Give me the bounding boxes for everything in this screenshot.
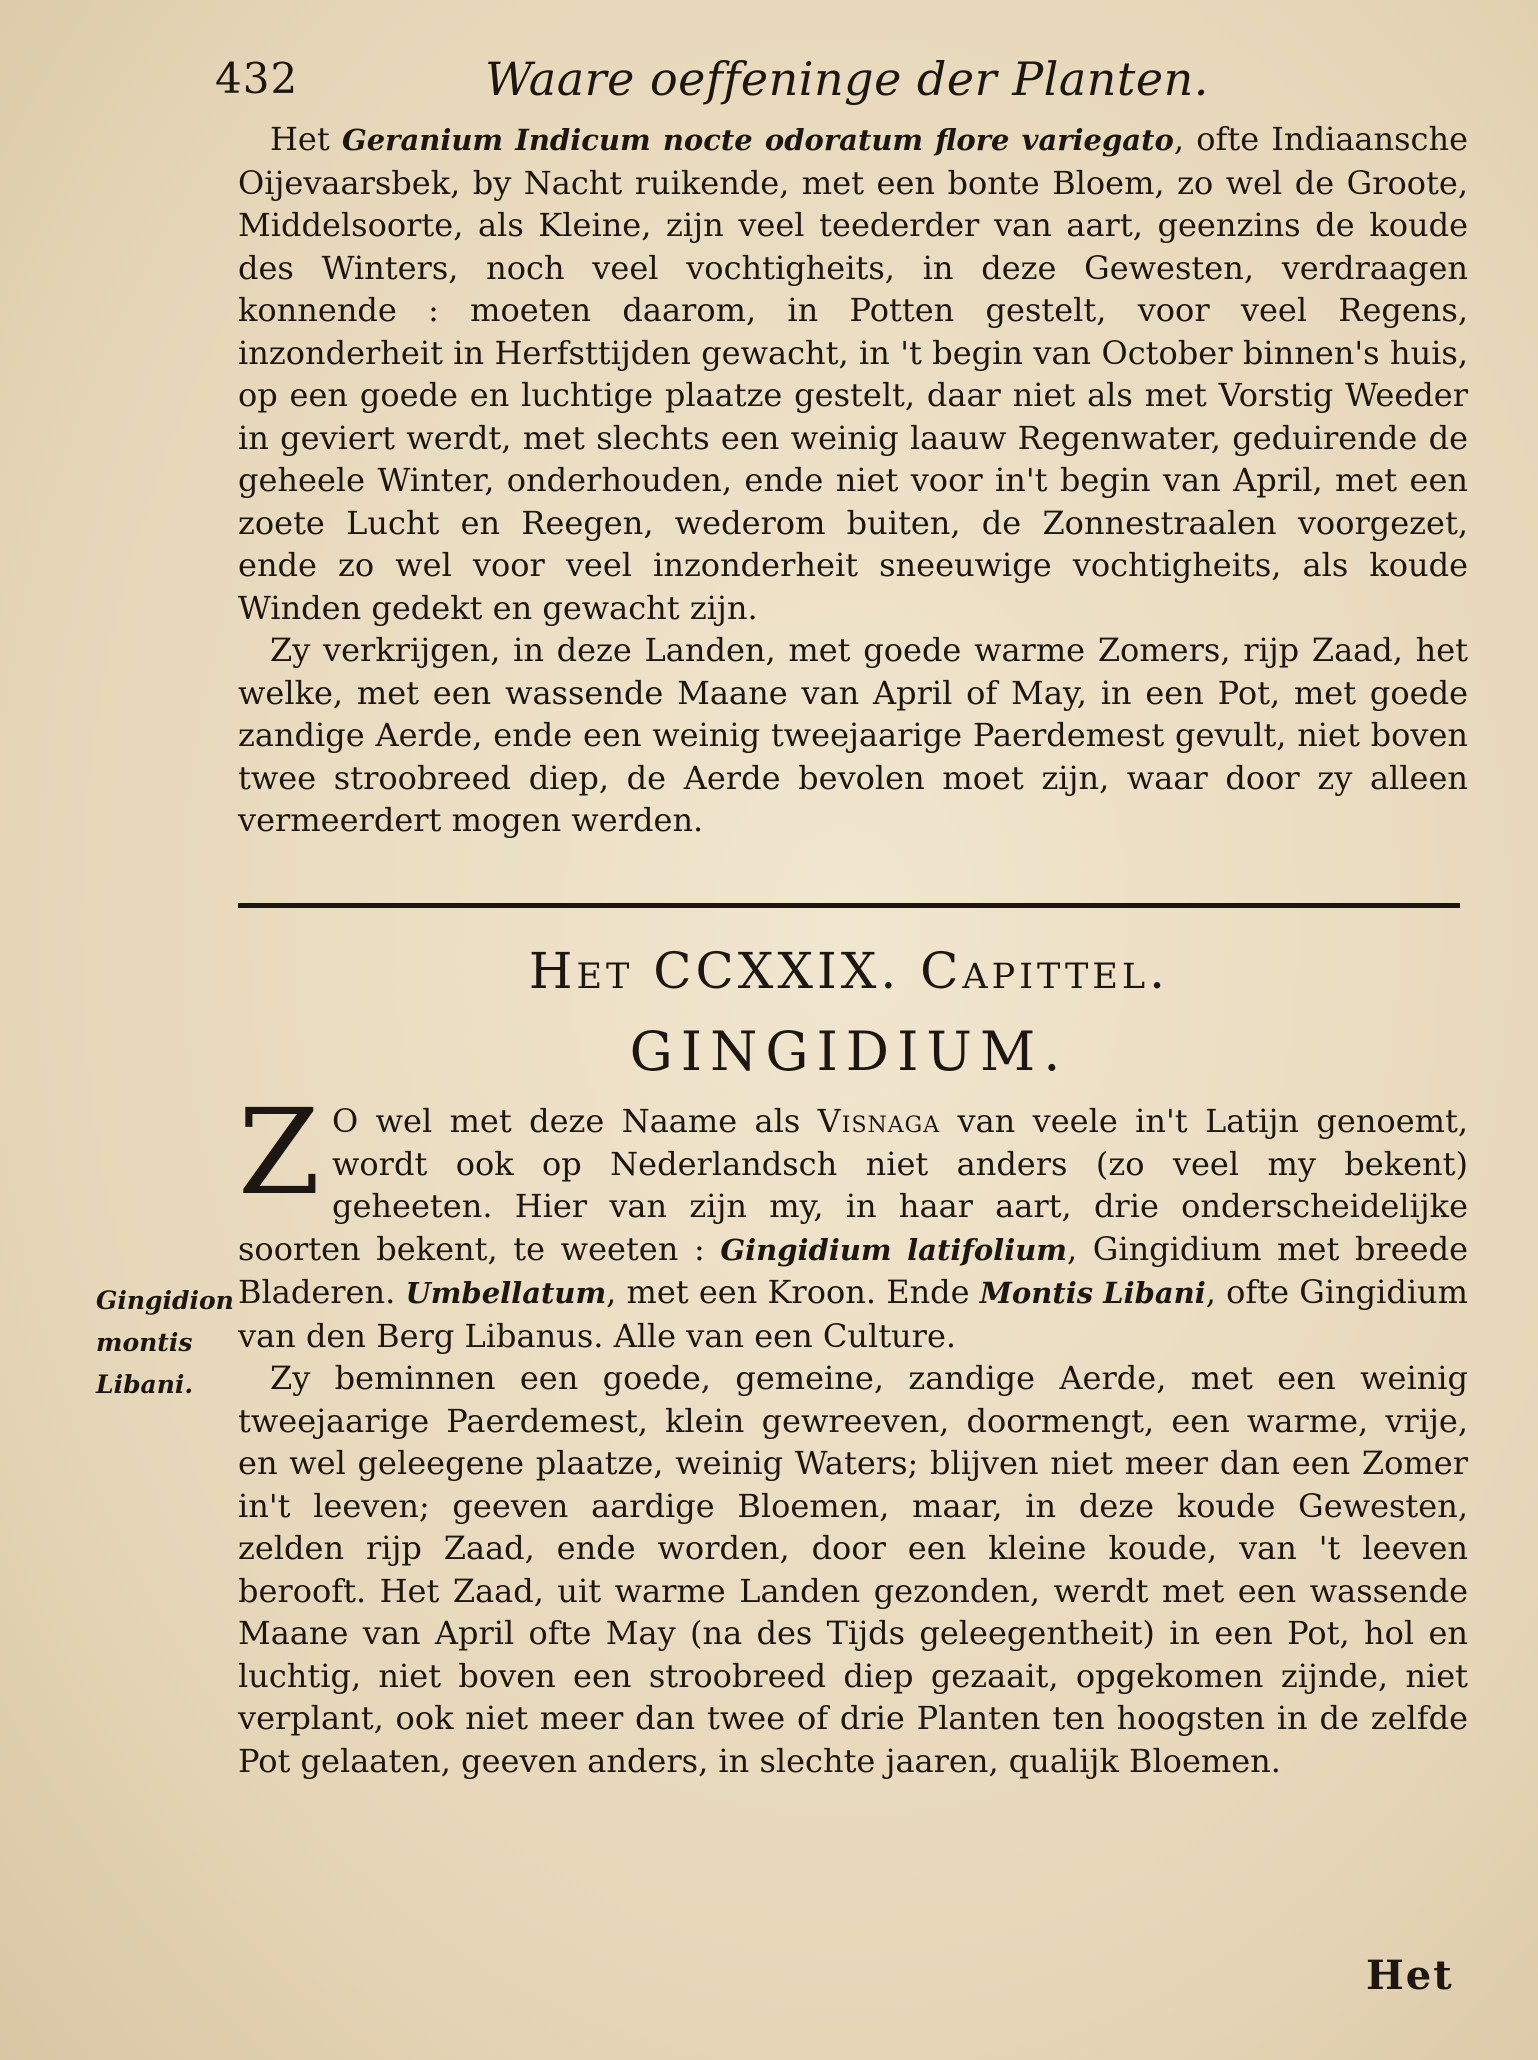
- paragraph: Z O wel met deze Naame als Visnaga van veele in't Latijn genoemt, wordt ook op Nederlandsch niet anders (zo veel my bekent) geheeten. Hier van zijn my, in haar aart, drie onderscheidelijke soorten bekent, te weeten : Gingidium latifolium, Gingidium met breede Bladeren. Umbellatum, met een Kroon. Ende Montis Libani, ofte Gingidium van den Berg Libanus. Alle van een Culture.: [238, 1083, 1469, 1355]
- drop-cap: Z: [238, 1083, 320, 1221]
- latin-name: Gingidium latifolium: [720, 1232, 1067, 1267]
- paragraph: Zy verkrijgen, in deze Landen, met goede warme Zomers, rijp Zaad, het welke, met een wassende Maane van April of May, in een Pot, met goede zandige Aerde, ende een weinig tweejaarige Paerdemest gevult, niet boven twee stroobreed diep, de Aerde bevolen moet zijn, waar door zy alleen vermeerdert mogen werden.: [238, 631, 1468, 839]
- page-number: 432: [215, 54, 299, 103]
- latin-name: Umbellatum: [405, 1276, 607, 1310]
- chapter-title: Het CCXXIX. Capittel.: [528, 942, 1170, 1000]
- paragraph: Zy beminnen een goede, gemeine, zandige Aerde, met een weinig tweejaarige Paerdemest, klein gewreeven, doormengt, een warme, vrije, en wel geleegene plaatze, weinig Waters; blijven niet meer dan een Zomer in't leeven; geeven aardige Bloemen, maar, in deze koude Gewesten, zelden rijp Zaad, ende worden, door een kleine koude, van 't leeven berooft. Het Zaad, uit warme Landen gezonden, werdt met een wassende Maane van April ofte May (na des Tijds geleegentheit) in een Pot, hol en luchtig, niet boven een stroobreed diep gezaait, opgekomen zijnde, niet verplant, ook niet meer dan twee of drie Planten ten hoogsten in de zelfde Pot gelaaten, geeven anders, in slechte jaaren, qualijk Bloemen.: [238, 1359, 1468, 1780]
- chapter-subject: GINGIDIUM.: [629, 1020, 1069, 1083]
- latin-name: Montis Libani: [979, 1276, 1206, 1310]
- section-divider: [238, 903, 1460, 908]
- visnaga-term: Visnaga: [817, 1102, 941, 1140]
- section-gingidium: [238, 1083, 1469, 1782]
- page-header: [215, 50, 1225, 110]
- latin-name: Geranium Indicum nocte odoratum flore variegato: [341, 123, 1174, 157]
- paragraph: Het Geranium Indicum nocte odoratum flore variegato, ofte Indiaansche Oijevaarsbek, by Nacht ruikende, met een bonte Bloem, zo wel de Groote, Middelsoorte, als Kleine, zijn veel teederder van aart, geenzins de koude des Winters, noch veel vochtigheits, in deze Gewesten, verdraagen konnende : moeten daarom, in Potten gestelt, voor veel Regens, inzonderheit in Herfsttijden gewacht, in 't begin van October binnen's huis, op een goede en luchtige plaatze gestelt, daar niet als met Vorstig Weeder in geviert werdt, met slechts een weinig laauw Regenwater, geduirende de geheele Winter, onderhouden, ende niet voor in't begin van April, met een zoete Lucht en Reegen, wederom buiten, de Zonnestraalen voorgezet, ende zo wel voor veel inzonderheit sneeuwige vochtigheits, als koude Winden gedekt en gewacht zijn.: [238, 120, 1469, 627]
- marginal-note: Gingidion montis Libani.: [96, 1286, 234, 1399]
- running-head: Waare oeffeninge der Planten.: [485, 52, 1209, 106]
- section-geranium: [238, 118, 1468, 842]
- catchword: Het: [1366, 1952, 1454, 1999]
